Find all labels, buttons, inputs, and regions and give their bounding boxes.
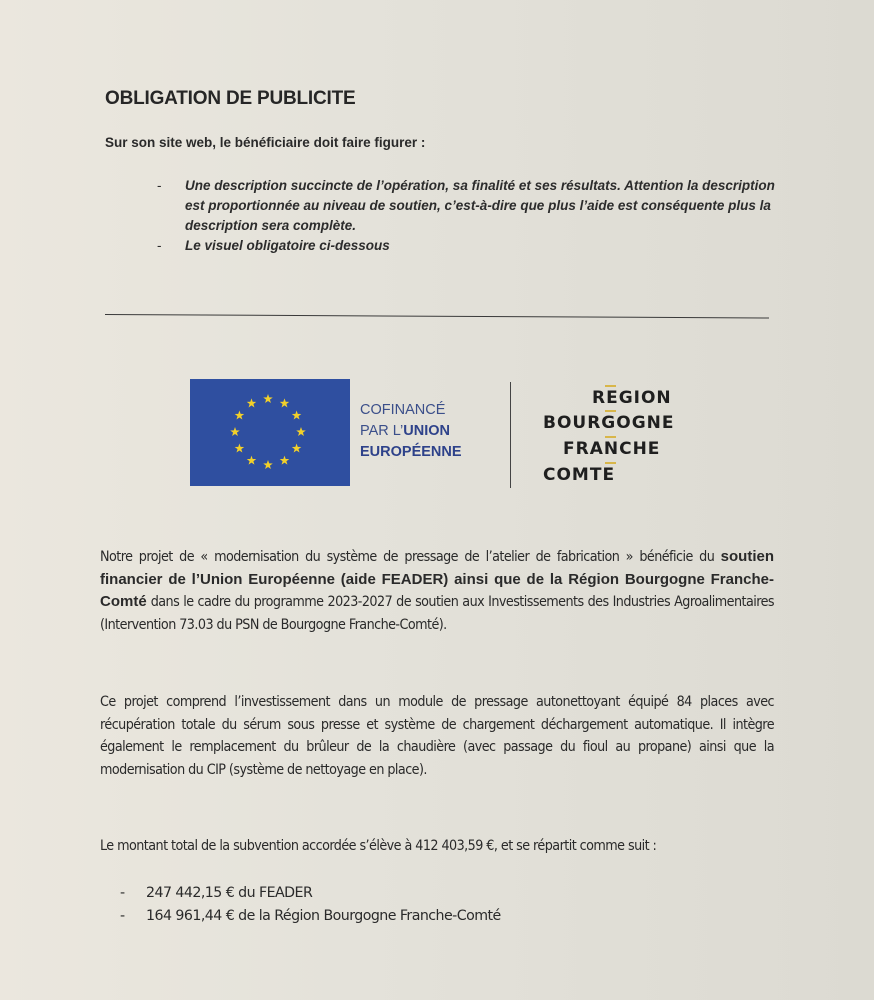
region-logo-line: FRANCHE <box>563 439 661 459</box>
star-icon <box>235 411 245 420</box>
requirement-text: Le visuel obligatoire ci-dessous <box>185 238 390 253</box>
funding-highlight: soutien financier de l’Union Européenne (aide FEADER) ainsi que de la Région Bourgogne Franche-Comté <box>100 548 774 610</box>
eu-text-line1: COFINANCÉ <box>360 402 446 418</box>
star-icon <box>263 394 273 403</box>
amount-text: 164 961,44 € de la Région Bourgogne Franche-Comté <box>146 907 501 924</box>
star-icon <box>280 456 290 465</box>
list-dash: - <box>157 178 162 193</box>
star-icon <box>263 460 273 469</box>
eu-text-line2: PAR L’UNION <box>360 423 450 439</box>
eu-flag-logo <box>190 379 350 486</box>
region-logo-line: REGION <box>592 388 672 408</box>
subsidy-paragraph: Le montant total de la subvention accordée s’élève à 412 403,59 €, et se répartit comme suit : <box>100 838 657 854</box>
star-icon <box>292 444 302 453</box>
amount-breakdown-list <box>120 882 501 927</box>
requirement-text: Une description succincte de l’opération, sa finalité et ses résultats. Attention la description est proportionnée au niveau de soutien, c’est-à-dire que plus l’aide est conséquente plus la description sera complète. <box>185 178 775 233</box>
star-icon <box>280 398 290 407</box>
requirements-list <box>155 176 795 256</box>
list-item <box>120 882 501 905</box>
eu-flag-stars <box>190 379 350 486</box>
region-logo-line: BOURGOGNE <box>543 413 675 433</box>
investment-paragraph: Ce projet comprend l’investissement dans un module de pressage autonettoyant équipé 84 places avec récupération totale du sérum sous presse et système de chargement déchargement automatique. Il intègre également le remplacement du brûleur de la chaudière (avec passage du fioul au propane) ainsi que la modernisation du CIP (système de nettoyage en place). <box>100 694 774 778</box>
region-logo-line: COMTE <box>543 465 616 485</box>
star-icon <box>235 444 245 453</box>
star-icon <box>296 427 306 436</box>
list-item <box>120 905 501 928</box>
region-bfc-logo <box>540 380 700 495</box>
list-dash: - <box>120 885 125 901</box>
logo-divider <box>510 382 511 488</box>
star-icon <box>230 427 240 436</box>
section-title: OBLIGATION DE PUBLICITE <box>105 88 356 109</box>
project-paragraph: Notre projet de « modernisation du système de pressage de l’atelier de fabrication » bénéficie du soutien financier de l’Union Européenne (aide FEADER) ainsi que de la Région Bourgogne Franche-Comté dans le cadre du programme 2023-2027 de soutien aux Investissements des Industries Agroalimentaires (Intervention 73.03 du PSN de Bourgogne Franche-Comté). <box>100 548 774 633</box>
list-dash: - <box>120 907 125 924</box>
list-item <box>155 176 795 236</box>
amount-text: 247 442,15 € du FEADER <box>146 885 313 901</box>
intro-text: Sur son site web, le bénéficiaire doit faire figurer : <box>105 135 426 150</box>
star-icon <box>247 456 257 465</box>
eu-cofinance-text <box>360 400 462 463</box>
star-icon <box>247 398 257 407</box>
gold-accent-mark <box>605 436 616 438</box>
list-dash: - <box>157 238 162 253</box>
gold-accent-mark <box>605 385 616 387</box>
eu-text-line3: EUROPÉENNE <box>360 444 462 460</box>
gold-accent-mark <box>605 462 616 464</box>
list-item <box>155 236 795 256</box>
horizontal-divider <box>105 314 769 318</box>
gold-accent-mark <box>605 410 616 412</box>
star-icon <box>292 411 302 420</box>
